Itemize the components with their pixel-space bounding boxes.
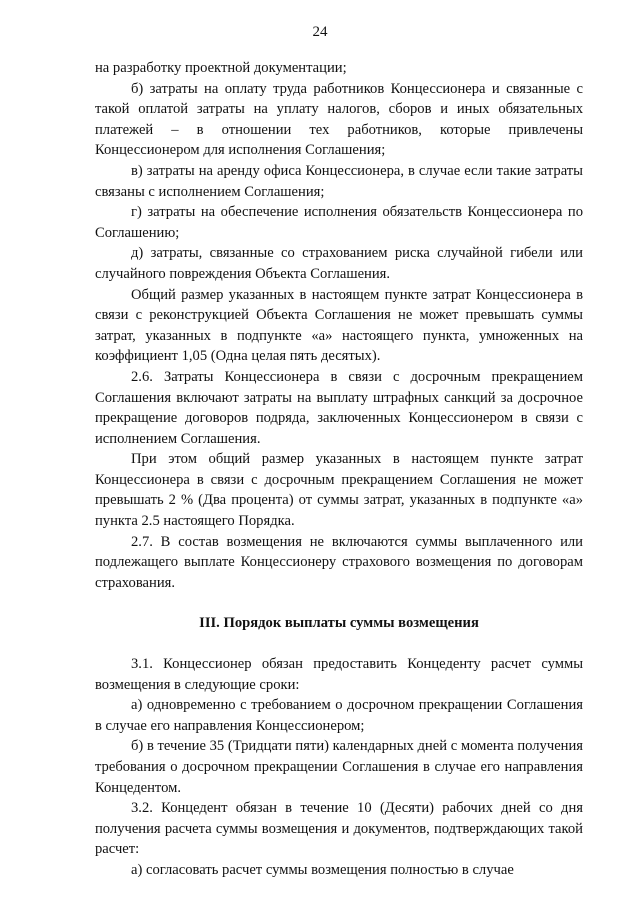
paragraph: на разработку проектной документации; bbox=[95, 60, 347, 76]
paragraph: а) согласовать расчет суммы возмещения полностью в случае bbox=[131, 861, 514, 878]
page-number: 24 bbox=[312, 24, 328, 40]
paragraph: д) затраты, связанные со страхованием риска случайной гибели или случайного повреждения Объекта Соглашения. bbox=[95, 245, 583, 282]
paragraph: Общий размер указанных в настоящем пункте затрат Концессионера в связи с реконструкцией Объекта Соглашения не может превышать суммы затрат, указанных в подпункте «а» настоящего пункта, умноженных на коэффициент 1,05 (Одна целая пять десятых). bbox=[95, 286, 583, 365]
paragraph: 3.2. Концедент обязан в течение 10 (Десяти) рабочих дней со дня получения расчета суммы возмещения и документов, подтверждающих такой расчет: bbox=[95, 800, 583, 858]
paragraph: г) затраты на обеспечение исполнения обязательств Концессионера по Соглашению; bbox=[95, 204, 583, 241]
paragraph: в) затраты на аренду офиса Концессионера, в случае если такие затраты связаны с исполнением Соглашения; bbox=[95, 162, 583, 200]
paragraph: б) в течение 35 (Тридцати пяти) календарных дней с момента получения требования о досрочном прекращении Соглашения в случае его направления Концедентом. bbox=[95, 738, 583, 796]
paragraph: 2.6. Затраты Концессионера в связи с досрочным прекращением Соглашения включают затраты на выплату штрафных санкций за досрочное прекращение договоров подряда, заключенных Концессионером в связи с исполнением Соглашения. bbox=[95, 368, 583, 447]
paragraph: б) затраты на оплату труда работников Концессионера и связанные с такой оплатой затраты на уплату налогов, сборов и иных обязательных платежей – в отношении тех работников, которые привлечены Концессионером для исполнения Соглашения; bbox=[95, 80, 583, 159]
document-body bbox=[95, 58, 583, 881]
section-heading: III. Порядок выплаты суммы возмещения bbox=[199, 615, 479, 632]
paragraph: а) одновременно с требованием о досрочном прекращении Соглашения в случае его направления Концессионером; bbox=[95, 697, 583, 734]
paragraph: 2.7. В состав возмещения не включаются суммы выплаченного или подлежащего выплате Концессионеру страхового возмещения по договорам страхования. bbox=[95, 533, 583, 591]
paragraph: 3.1. Концессионер обязан предоставить Концеденту расчет суммы возмещения в следующие сроки: bbox=[95, 656, 583, 693]
paragraph: При этом общий размер указанных в настоящем пункте затрат Концессионера в связи с досрочным прекращением Соглашения не может превышать 2 % (Два процента) от суммы затрат, указанных в подпункте «а» пункта 2.5 настоящего Порядка. bbox=[95, 451, 583, 530]
